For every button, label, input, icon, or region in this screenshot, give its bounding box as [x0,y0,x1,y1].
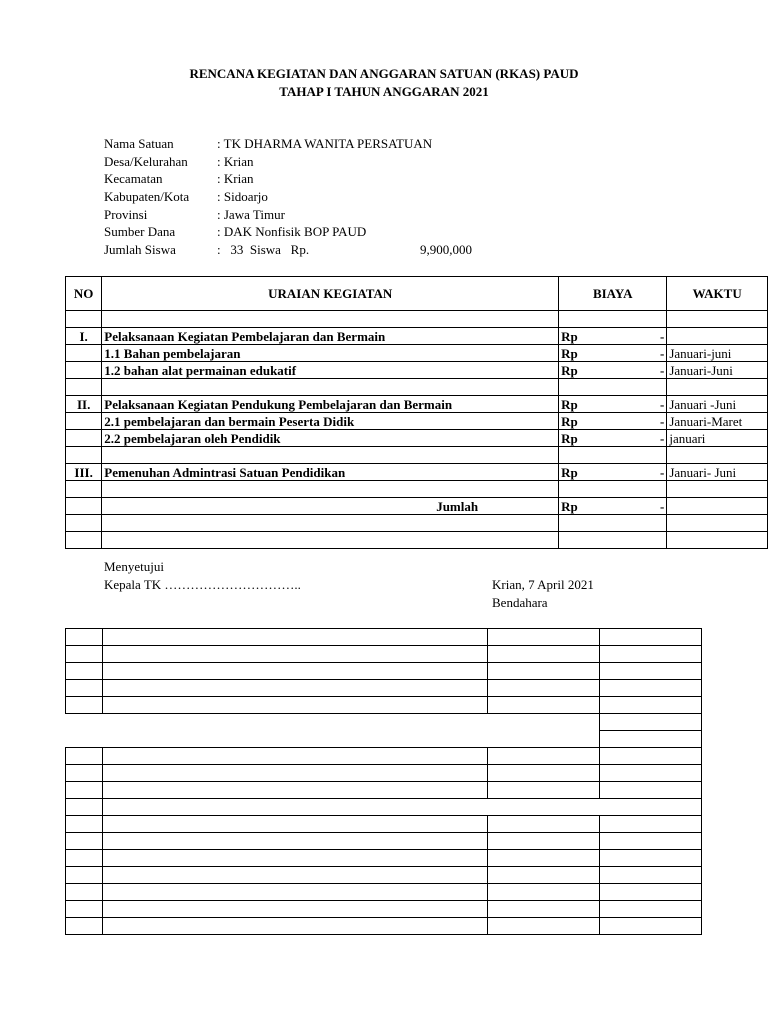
table-row [66,379,768,396]
blank-row [66,918,702,935]
header-biaya: BIAYA [559,277,667,311]
row-cost [559,396,667,413]
blank-row [66,629,702,646]
table-row [66,328,768,345]
row-currency: Rp [561,413,578,429]
rkas-table [65,276,768,549]
total-row [66,498,768,515]
row-no [66,430,102,447]
row-amount: - [659,464,665,480]
row-desc: 2.1 pembelajaran dan bermain Peserta Didik [102,413,559,430]
row-desc: 2.2 pembelajaran oleh Pendidik [102,430,559,447]
total-time [667,498,768,515]
row-desc: 1.2 bahan alat permainan edukatif [102,362,559,379]
table-row [66,396,768,413]
info-value-kabupaten: : Sidoarjo [217,189,268,204]
row-desc: 1.1 Bahan pembelajaran [102,345,559,362]
info-value-provinsi: : Jawa Timur [217,207,285,222]
table-row [66,481,768,498]
row-desc [102,447,559,464]
row-no: I. [66,328,102,345]
total-label: Jumlah [102,498,559,515]
blank-row [66,680,702,697]
row-desc: Pemenuhan Admintrasi Satuan Pendidikan [102,464,559,481]
table-row [66,362,768,379]
info-value-sumber-dana: : DAK Nonfisik BOP PAUD [217,224,367,239]
place-date: Krian, 7 April 2021 [492,577,594,592]
info-label-kabupaten: Kabupaten/Kota [104,189,190,204]
header-uraian: URAIAN KEGIATAN [102,277,559,311]
blank-row [66,884,702,901]
info-value-jumlah-siswa: : 33 Siswa Rp. [217,242,310,257]
row-cost [559,328,667,345]
info-label-desa: Desa/Kelurahan [104,154,188,169]
row-time [667,447,768,464]
row-time [667,481,768,498]
row-currency: Rp [561,362,578,378]
blank-grid [65,628,702,935]
row-desc [102,379,559,396]
row-cost [559,430,667,447]
info-label-nama-satuan: Nama Satuan [104,136,174,151]
table-row [66,447,768,464]
row-cost [559,481,667,498]
row-currency: Rp [561,345,578,361]
blank-row [66,782,702,799]
info-value-nama-satuan: : TK DHARMA WANITA PERSATUAN [217,136,433,151]
row-amount: - [659,396,665,412]
table-row [66,464,768,481]
row-desc: Pelaksanaan Kegiatan Pendukung Pembelajaran dan Bermain [102,396,559,413]
info-value-desa: : Krian [217,154,254,169]
row-desc [102,311,559,328]
row-no [66,447,102,464]
row-cost [559,345,667,362]
table-row [66,345,768,362]
doc-title-line1: RENCANA KEGIATAN DAN ANGGARAN SATUAN (RKAS) PAUD [189,66,579,81]
row-currency: Rp [561,328,578,344]
table-row [66,413,768,430]
header-no: NO [66,277,102,311]
row-no: III. [66,464,102,481]
row-cost [559,311,667,328]
info-label-provinsi: Provinsi [104,207,148,222]
row-time: Januari-juni [667,345,768,362]
row-desc: Pelaksanaan Kegiatan Pembelajaran dan Bermain [102,328,559,345]
row-time: Januari- Juni [667,464,768,481]
row-amount: - [659,328,665,344]
info-label-sumber-dana: Sumber Dana [104,224,176,239]
blank-row [66,765,702,782]
row-cost [559,447,667,464]
row-no [66,311,102,328]
row-no [66,362,102,379]
row-no [66,481,102,498]
row-time: Januari-Maret [667,413,768,430]
row-cost [559,464,667,481]
row-time [667,311,768,328]
total-amount: - [659,498,665,514]
row-time: januari [667,430,768,447]
total-cost [559,498,667,515]
blank-row [66,833,702,850]
row-no [66,413,102,430]
row-time: Januari-Juni [667,362,768,379]
row-no [66,379,102,396]
row-amount: - [659,413,665,429]
row-no [66,345,102,362]
blank-row [66,901,702,918]
table-row [66,311,768,328]
row-no: II. [66,396,102,413]
row-cost [559,413,667,430]
row-currency: Rp [561,464,578,480]
row-currency: Rp [561,396,578,412]
row-amount: - [659,362,665,378]
blank-row [66,646,702,663]
row-currency: Rp [561,430,578,446]
info-label-jumlah-siswa: Jumlah Siswa [104,242,176,257]
blank-row [66,697,702,714]
table-header-row [66,277,768,311]
info-value-kecamatan: : Krian [217,171,254,186]
info-amount: 9,900,000 [420,242,472,257]
doc-title-line2: TAHAP I TAHUN ANGGARAN 2021 [279,84,489,99]
blank-row [66,850,702,867]
blank-row [66,816,702,833]
row-time: Januari -Juni [667,396,768,413]
blank-row [66,867,702,884]
head-label: Kepala TK ………………………….. [104,577,301,592]
total-no [66,498,102,515]
row-time [667,379,768,396]
row-cost [559,362,667,379]
treasurer-label: Bendahara [492,595,548,610]
blank-row [66,731,702,748]
row-cost [559,379,667,396]
header-waktu: WAKTU [667,277,768,311]
table-row [66,515,768,532]
info-label-kecamatan: Kecamatan [104,171,163,186]
total-currency: Rp [561,498,578,514]
row-amount: - [659,345,665,361]
blank-row [66,748,702,765]
blank-row [66,663,702,680]
row-amount: - [659,430,665,446]
row-desc [102,481,559,498]
table-row [66,532,768,549]
row-time [667,328,768,345]
approve-label: Menyetujui [104,559,164,574]
table-row [66,430,768,447]
blank-row [66,714,702,731]
blank-row [66,799,702,816]
